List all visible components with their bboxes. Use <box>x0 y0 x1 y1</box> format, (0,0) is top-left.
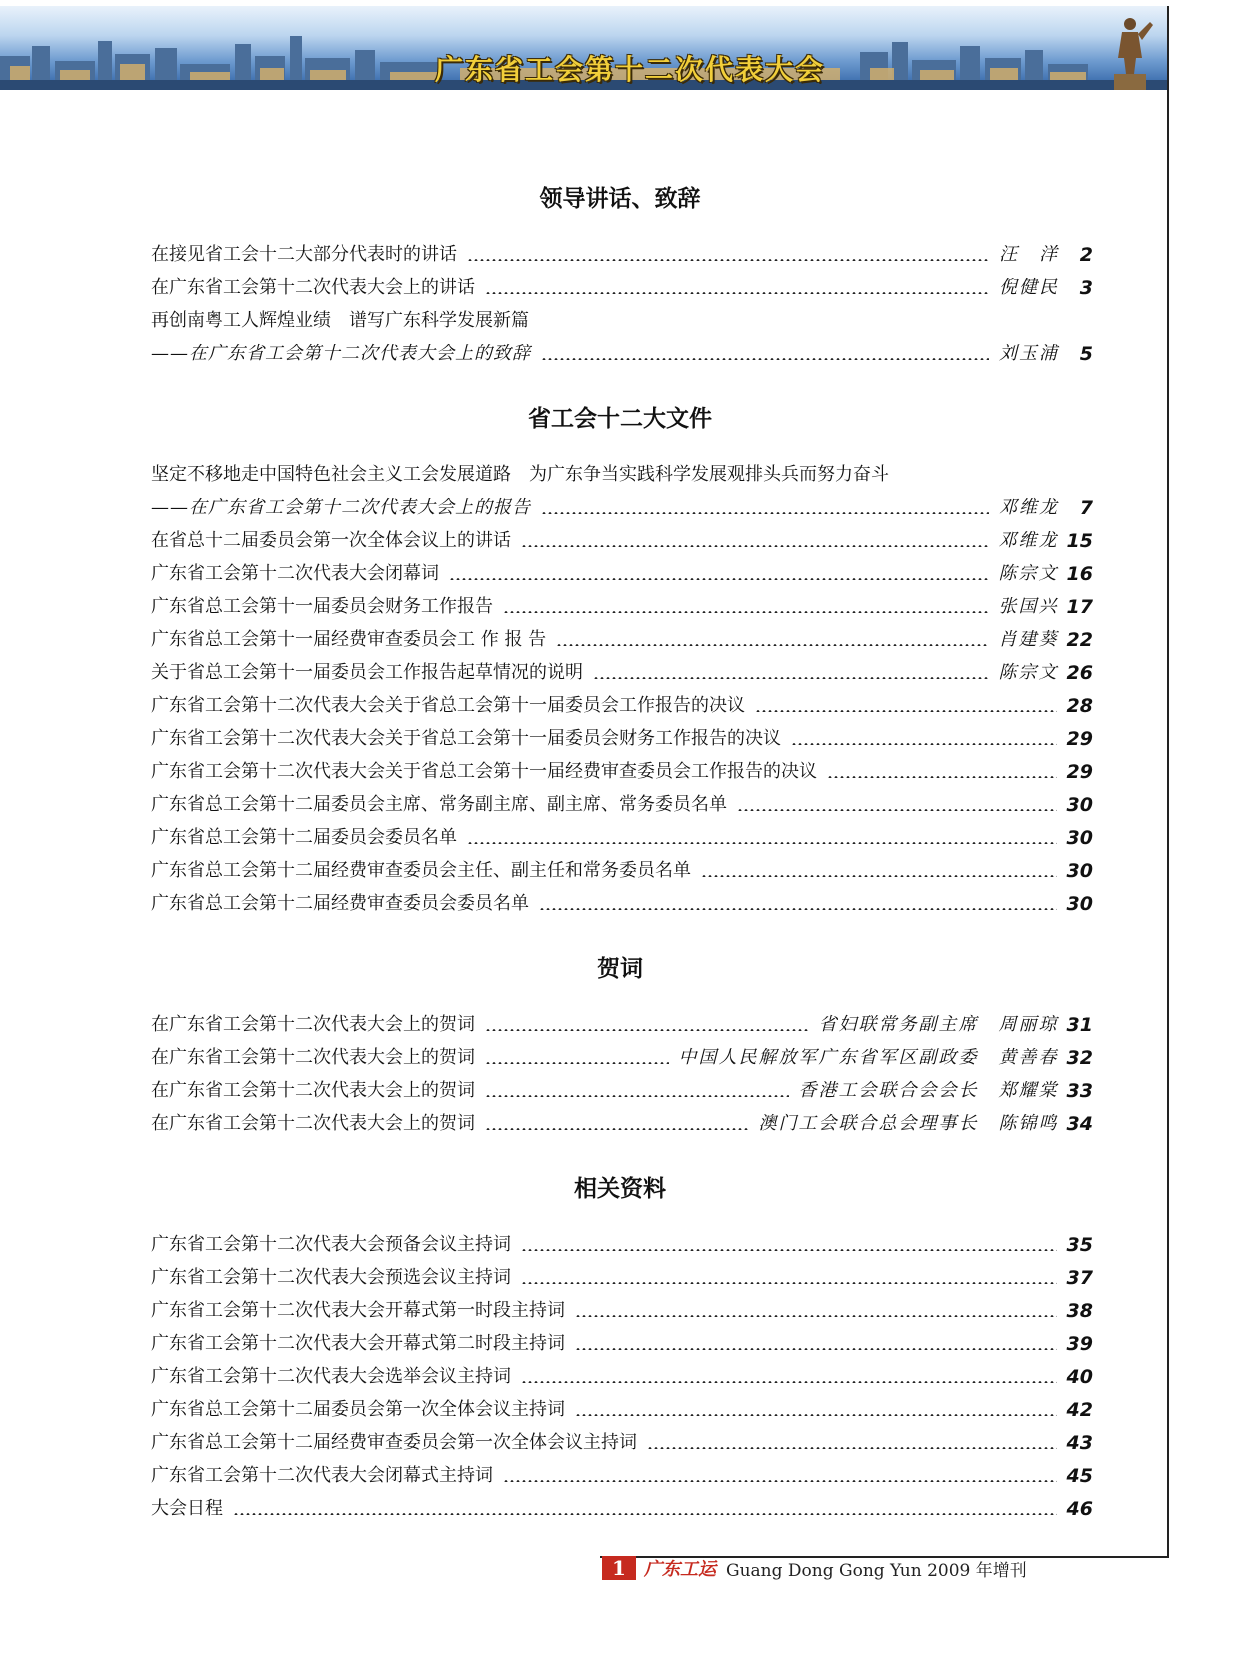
toc-entry[interactable] <box>151 654 1093 684</box>
toc-entry-title: 广东省工会第十二次代表大会闭幕词 <box>151 563 439 584</box>
toc-entry-title: 广东省总工会第十二届经费审查委员会委员名单 <box>151 893 529 914</box>
toc-entry-author: 张国兴 <box>998 596 1059 617</box>
toc-entry[interactable] <box>151 1259 1093 1289</box>
toc-entry-author: 汪 洋 <box>999 244 1059 265</box>
dot-leader <box>541 358 989 360</box>
toc-entry-author: 倪健民 <box>999 277 1059 298</box>
toc-entry-author: 香港工会联合会会长 郑耀棠 <box>798 1080 1059 1101</box>
toc-entry-title: 广东省工会第十二次代表大会开幕式第一时段主持词 <box>151 1300 565 1321</box>
toc-entry-title: 广东省总工会第十二届经费审查委员会主任、副主任和常务委员名单 <box>151 860 691 881</box>
toc-entry[interactable] <box>151 555 1093 585</box>
dot-leader <box>503 1480 1057 1482</box>
toc-entry-subtitle: ——在广东省工会第十二次代表大会上的报告 <box>151 497 531 518</box>
toc-entry-page: 40 <box>1066 1366 1093 1388</box>
statue-icon <box>1100 14 1160 90</box>
toc-entry-page: 33 <box>1066 1080 1093 1102</box>
toc-entry-title: 广东省总工会第十二届委员会主席、常务副主席、副主席、常务委员名单 <box>151 794 727 815</box>
page-frame-vertical-line <box>1167 6 1169 1558</box>
toc-entry-heading[interactable] <box>151 456 1093 486</box>
toc-entry[interactable] <box>151 1358 1093 1388</box>
dot-leader <box>575 1348 1057 1350</box>
toc-entry[interactable] <box>151 885 1093 915</box>
toc-entry-page: 22 <box>1066 629 1093 651</box>
toc-entry-page: 2 <box>1079 244 1093 266</box>
toc-entry-title: 在广东省工会第十二次代表大会上的贺词 <box>151 1014 475 1035</box>
toc-entry[interactable] <box>151 522 1093 552</box>
toc-entry[interactable] <box>151 236 1093 266</box>
dot-leader <box>541 512 989 514</box>
dot-leader <box>593 677 989 679</box>
toc-entry-title: 再创南粤工人辉煌业绩 谱写广东科学发展新篇 <box>151 310 529 331</box>
toc-entry-author: 澳门工会联合总会理事长 陈锦鸣 <box>758 1113 1059 1134</box>
toc-entry[interactable] <box>151 335 1093 365</box>
toc-entry[interactable] <box>151 1457 1093 1487</box>
toc-entry-page: 43 <box>1066 1432 1093 1454</box>
dot-leader <box>556 644 988 646</box>
dot-leader <box>755 710 1057 712</box>
toc-entry-heading[interactable] <box>151 302 1093 332</box>
toc-entry-title: 广东省工会第十二次代表大会开幕式第二时段主持词 <box>151 1333 565 1354</box>
toc-entry[interactable] <box>151 819 1093 849</box>
dot-leader <box>467 259 989 261</box>
toc-entry-title: 广东省工会第十二次代表大会关于省总工会第十一届委员会财务工作报告的决议 <box>151 728 781 749</box>
dot-leader <box>521 1282 1057 1284</box>
dot-leader <box>647 1447 1057 1449</box>
toc-entry[interactable] <box>151 852 1093 882</box>
toc-entry-title: 在接见省工会十二大部分代表时的讲话 <box>151 244 457 265</box>
toc-entry-title: 广东省工会第十二次代表大会选举会议主持词 <box>151 1366 511 1387</box>
toc-entry-author: 陈宗文 <box>998 662 1059 683</box>
toc-entry[interactable] <box>151 720 1093 750</box>
dot-leader <box>575 1414 1057 1416</box>
dot-leader <box>485 292 989 294</box>
toc-entry-page: 3 <box>1079 277 1093 299</box>
toc-entry[interactable] <box>151 621 1093 651</box>
toc-entry-author: 邓维龙 <box>999 497 1059 518</box>
toc-entry[interactable] <box>151 786 1093 816</box>
toc-entry[interactable] <box>151 687 1093 717</box>
footer-issue-text: Guang Dong Gong Yun 2009 年增刊 <box>726 1560 1027 1581</box>
toc-entry-page: 46 <box>1066 1498 1093 1520</box>
toc-entry[interactable] <box>151 1391 1093 1421</box>
dot-leader <box>791 743 1057 745</box>
toc-entry-subtitle: ——在广东省工会第十二次代表大会上的致辞 <box>151 343 531 364</box>
toc-entry-page: 45 <box>1066 1465 1093 1487</box>
dot-leader <box>737 809 1057 811</box>
toc-entry-title: 广东省总工会第十一届经费审查委员会工 作 报 告 <box>151 629 547 650</box>
toc-entry-page: 39 <box>1066 1333 1093 1355</box>
toc-entry-page: 30 <box>1066 794 1093 816</box>
dot-leader <box>575 1315 1057 1317</box>
dot-leader <box>503 611 989 613</box>
toc-entry[interactable] <box>151 1039 1093 1069</box>
toc-entry-title: 坚定不移地走中国特色社会主义工会发展道路 为广东争当实践科学发展观排头兵而努力奋斗 <box>151 464 889 485</box>
toc-entry-title: 广东省总工会第十一届委员会财务工作报告 <box>151 596 493 617</box>
dot-leader <box>521 1249 1057 1251</box>
toc-entry-author: 邓维龙 <box>998 530 1059 551</box>
dot-leader <box>467 842 1057 844</box>
toc-entry[interactable] <box>151 1325 1093 1355</box>
dot-leader <box>485 1128 749 1130</box>
dot-leader <box>449 578 989 580</box>
toc-entry-author: 中国人民解放军广东省军区副政委 黄善春 <box>678 1047 1059 1068</box>
toc-entry-title: 在广东省工会第十二次代表大会上的贺词 <box>151 1047 475 1068</box>
toc-entry-author: 肖建葵 <box>998 629 1059 650</box>
dot-leader <box>521 1381 1057 1383</box>
toc-entry-page: 30 <box>1066 860 1093 882</box>
toc-entry[interactable] <box>151 588 1093 618</box>
dot-leader <box>701 875 1057 877</box>
toc-entry-title: 广东省总工会第十二届委员会委员名单 <box>151 827 457 848</box>
toc-entry-author: 省妇联常务副主席 周丽琼 <box>818 1014 1059 1035</box>
toc-entry-page: 31 <box>1066 1014 1093 1036</box>
toc-entry-page: 35 <box>1066 1234 1093 1256</box>
dot-leader <box>521 545 989 547</box>
toc-entry[interactable] <box>151 753 1093 783</box>
dot-leader <box>485 1062 669 1064</box>
toc-entry-page: 30 <box>1066 893 1093 915</box>
toc-entry-page: 29 <box>1066 761 1093 783</box>
toc-entry-page: 34 <box>1066 1113 1093 1135</box>
page-footer <box>602 1556 1027 1580</box>
section-title-related-materials: 相关资料 <box>574 1175 666 1202</box>
toc-entry-title: 关于省总工会第十一届委员会工作报告起草情况的说明 <box>151 662 583 683</box>
toc-entry-author: 刘玉浦 <box>999 343 1059 364</box>
toc-entry-page: 26 <box>1066 662 1093 684</box>
toc-entry[interactable] <box>151 1424 1093 1454</box>
toc-entry-page: 28 <box>1066 695 1093 717</box>
toc-entry[interactable] <box>151 1006 1093 1036</box>
toc-entry[interactable] <box>151 489 1093 519</box>
dot-leader <box>539 908 1057 910</box>
toc-entry-title: 大会日程 <box>151 1498 223 1519</box>
magazine-logo: 广东工运 <box>644 1559 716 1580</box>
toc-entry-title: 广东省工会第十二次代表大会预备会议主持词 <box>151 1234 511 1255</box>
toc-entry[interactable] <box>151 1490 1093 1520</box>
banner-title: 广东省工会第十二次代表大会 <box>434 53 825 86</box>
section-title-congratulations: 贺词 <box>597 955 643 982</box>
dot-leader <box>485 1095 789 1097</box>
footer-page-number: 1 <box>602 1556 636 1580</box>
dot-leader <box>233 1513 1057 1515</box>
toc-entry-page: 7 <box>1079 497 1093 519</box>
toc-entry-title: 广东省工会第十二次代表大会预选会议主持词 <box>151 1267 511 1288</box>
section-title-leader-speeches: 领导讲话、致辞 <box>539 185 701 212</box>
toc-entry[interactable] <box>151 1226 1093 1256</box>
toc-entry-title: 在广东省工会第十二次代表大会上的贺词 <box>151 1080 475 1101</box>
dot-leader <box>827 776 1057 778</box>
toc-entry-title: 广东省工会第十二次代表大会关于省总工会第十一届委员会工作报告的决议 <box>151 695 745 716</box>
toc-entry[interactable] <box>151 1072 1093 1102</box>
toc-entry[interactable] <box>151 1292 1093 1322</box>
toc-entry-title: 广东省工会第十二次代表大会闭幕式主持词 <box>151 1465 493 1486</box>
dot-leader <box>485 1029 809 1031</box>
section-title-congress-documents: 省工会十二大文件 <box>528 405 712 432</box>
toc-entry-page: 17 <box>1066 596 1093 618</box>
toc-entry-title: 广东省工会第十二次代表大会关于省总工会第十一届经费审查委员会工作报告的决议 <box>151 761 817 782</box>
toc-entry-page: 42 <box>1066 1399 1093 1421</box>
toc-entry-page: 5 <box>1079 343 1093 365</box>
toc-entry-page: 15 <box>1066 530 1093 552</box>
toc-entry-title: 广东省总工会第十二届经费审查委员会第一次全体会议主持词 <box>151 1432 637 1453</box>
toc-entry-page: 37 <box>1066 1267 1093 1289</box>
toc-entry-title: 在广东省工会第十二次代表大会上的讲话 <box>151 277 475 298</box>
toc-entry[interactable] <box>151 269 1093 299</box>
header-banner <box>0 6 1168 90</box>
toc-entry-page: 38 <box>1066 1300 1093 1322</box>
toc-entry-page: 29 <box>1066 728 1093 750</box>
toc-entry[interactable] <box>151 1105 1093 1135</box>
toc-entry-page: 30 <box>1066 827 1093 849</box>
toc-entry-page: 16 <box>1066 563 1093 585</box>
toc-entry-author: 陈宗文 <box>998 563 1059 584</box>
toc-entry-title: 在省总十二届委员会第一次全体会议上的讲话 <box>151 530 511 551</box>
toc-entry-title: 在广东省工会第十二次代表大会上的贺词 <box>151 1113 475 1134</box>
toc-entry-title: 广东省总工会第十二届委员会第一次全体会议主持词 <box>151 1399 565 1420</box>
toc-entry-page: 32 <box>1066 1047 1093 1069</box>
